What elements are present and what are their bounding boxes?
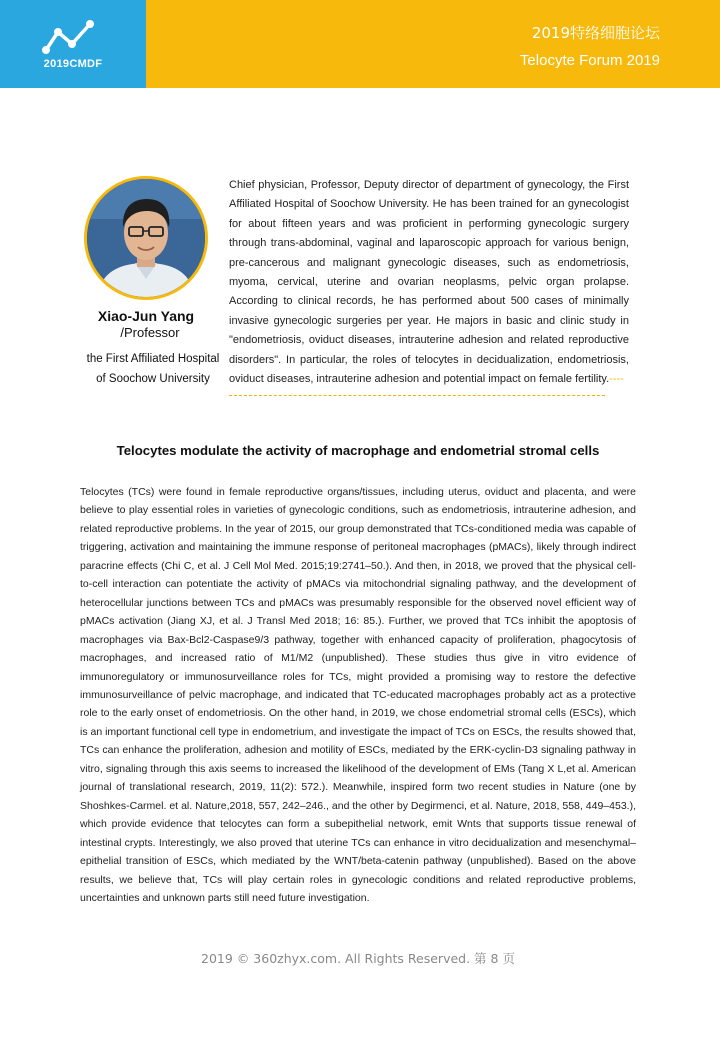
logo-label: 2019CMDF <box>43 58 103 70</box>
header-bar <box>0 0 720 88</box>
speaker-portrait-icon <box>87 179 205 297</box>
article-body: Telocytes (TCs) were found in female reproductive organs/tissues, including uterus, oviduct and placenta, and were believe to play essential roles in varieties of gynecologic conditions, such as endometriosis, intrauterine adhesion, and related reproductive problems. In the year of 2015, our group demonstrated that TCs-conditioned media was capable of triggering, activation and maintaining the immune response of peritoneal macrophages (pMACs), likely through indirect paracrine effects (Chi C, et al. J Cell Mol Med. 2015;19:2741–50.). And then, in 2018, we proved that the physical cell-to-cell interaction can potentiate the activity of pMACs via mitochondrial signaling pathway, and the development of heterocellular junctions between TCs and pMACs was presumably responsible for the observed novel efficient way of pMACs activation (Jiang XJ, et al. J Transl Med 2018; 16: 85.). Further, we proved that TCs inhibit the apoptosis of macrophages via Bax-Bcl2-Caspase9/3 pathway, together with enhanced capacity of proliferation, phagocytosis of macrophages, and increased ratio of M1/M2 (unpublished). These studies thus give in vitro evidence of immunoregulatory or immunosurveillance roles for TCs, might provided a promising way to restore the defective immunosurveillance of pelvic macrophage, and indicated that TC-educated macrophages probably act as a protective role to the early onset of endometriosis. On the other hand, in 2019, we chose endometrial stromal cells (ESCs), which is an important functional cell type in endometrium, and investigate the impact of TCs on ESCs, the results showed that, TCs can enhance the proliferation, adhesion and motility of ESCs, mediated by the ERK-cyclin-D3 signaling pathway in vitro, signaling through this axis seems to increased the likelihood of the development of EMs (Tang X L,et al. American journal of translational research, 2019, 11(2): 572.). Meanwhile, inspired form two recent studies in Nature (one by Shoshkes-Carmel. et al. Nature,2018, 557, 242–246., and the other by Degirmenci, et al. Nature, 2018, 558, 449–453.), which provide evidence that telocytes can form a subepithelial network, emit Wnts that supports tissue renewal of intestinal crypts. Interestingly, we also proved that uterine TCs can enhance in vitro decidualization and mesenchymal–epithelial transition of ESCs, which mediated by the WNT/beta-catenin pathway (unpublished). Based on the above results, we believe that, TCs will play certain roles in gynecologic conditions and related reproductive problems, uncertainties and unknown parts still need future investigation. <box>80 486 637 904</box>
article-title: Telocytes modulate the activity of macrophage and endometrial stromal cells <box>116 443 600 458</box>
logo <box>0 0 146 88</box>
speaker-portrait <box>84 176 208 300</box>
speaker-bio-text: Chief physician, Professor, Deputy director of department of gynecology, the First Affiliated Hospital of Soochow University. He has been trained for an gynecologist for about fifteen years and was proficient in performing gynecologic surgery through trans-abdominal, vaginal and laparoscopic approach for various benign, pre-cancerous and malignant gynecologic diseases, such as endometriosis, myoma, cervical, uterine and ovarian neoplasms, pelvic organ prolapse. According to clinical records, he has performed about 500 cases of minimally invasive gynecologic surgeries per year. He majors in basic and clinic study in "endometriosis, oviduct diseases, intrauterine adhesion and related reproductive disorders". In particular, the roles of telocytes in decidualization, endometriosis, oviduct diseases, intrauterine adhesion and potential impact on female fertility. <box>229 179 629 386</box>
speaker-title: /Professor <box>120 325 180 340</box>
forum-title-cn: 2019特络细胞论坛 <box>531 24 660 42</box>
bio-dash: ---- <box>609 373 624 386</box>
line-chart-logo-icon <box>40 14 106 60</box>
forum-title-en: Telocyte Forum 2019 <box>519 52 660 69</box>
page-footer: 2019 © 360zhyx.com. All Rights Reserved. 第 8 页 <box>201 951 515 966</box>
speaker-bio <box>229 176 629 389</box>
bio-divider <box>229 395 605 396</box>
speaker-affiliation: the First Affiliated Hospital of Soochow University <box>86 353 220 385</box>
speaker-name: Xiao-Jun Yang <box>97 308 195 324</box>
